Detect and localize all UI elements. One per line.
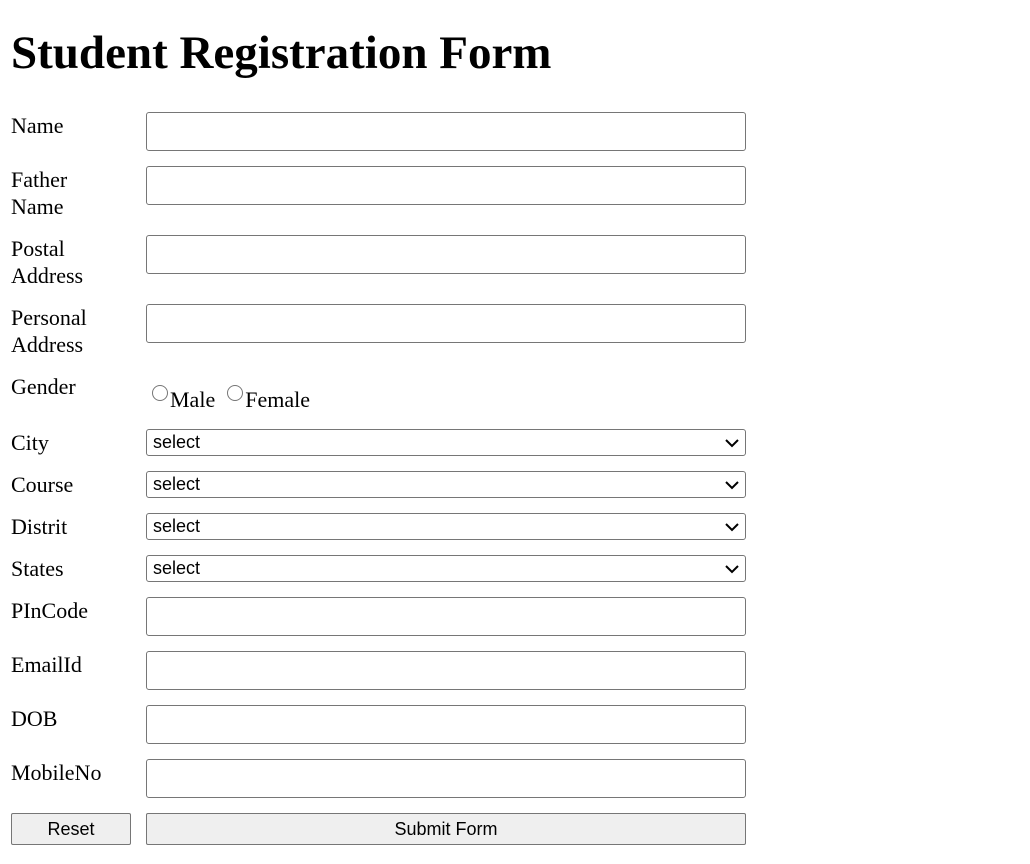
distrit-label: Distrit (11, 514, 68, 539)
mobile-input[interactable] (146, 759, 746, 798)
distrit-select-value: select (153, 516, 201, 536)
course-select[interactable] (146, 471, 746, 498)
chevron-down-icon (725, 436, 739, 450)
postal-address-label: Postal Address (11, 236, 84, 288)
chevron-down-icon (725, 520, 739, 534)
personal-address-label: Personal Address (11, 305, 87, 357)
father-name-label: Father Name (11, 167, 68, 219)
states-select-value: select (153, 558, 201, 578)
city-select-value: select (153, 432, 201, 452)
personal-address-input[interactable] (146, 304, 746, 343)
course-label: Course (11, 472, 74, 497)
pincode-input[interactable] (146, 597, 746, 636)
course-select-value: select (153, 474, 201, 494)
gender-radio-group (152, 383, 322, 415)
email-label: EmailId (11, 652, 82, 677)
gender-label: Gender (11, 374, 76, 399)
mobile-label: MobileNo (11, 760, 102, 785)
city-label: City (11, 430, 49, 455)
name-input[interactable] (146, 112, 746, 151)
postal-address-input[interactable] (146, 235, 746, 274)
gender-female-label[interactable]: Female (245, 387, 310, 412)
name-label: Name (11, 113, 64, 138)
states-label: States (11, 556, 64, 581)
states-select[interactable] (146, 555, 746, 582)
reset-button[interactable]: Reset (11, 813, 131, 845)
dob-input[interactable] (146, 705, 746, 744)
chevron-down-icon (725, 562, 739, 576)
city-select[interactable] (146, 429, 746, 456)
email-input[interactable] (146, 651, 746, 690)
submit-button[interactable]: Submit Form (146, 813, 746, 845)
pincode-label: PInCode (11, 598, 88, 623)
father-name-input[interactable] (146, 166, 746, 205)
distrit-select[interactable] (146, 513, 746, 540)
gender-male-label[interactable]: Male (170, 387, 216, 412)
dob-label: DOB (11, 706, 58, 731)
chevron-down-icon (725, 478, 739, 492)
radio-circle-icon[interactable] (152, 385, 168, 401)
radio-circle-icon[interactable] (227, 385, 243, 401)
page-title: Student Registration Form (11, 27, 552, 79)
